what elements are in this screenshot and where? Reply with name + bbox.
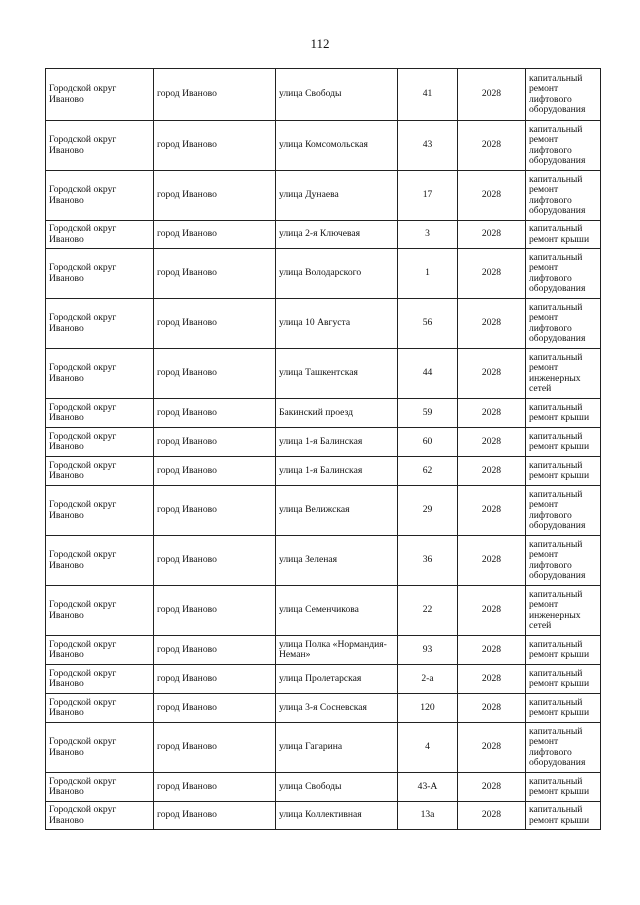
table-row bbox=[46, 249, 601, 299]
cell-city: город Иваново bbox=[154, 723, 276, 773]
cell-city: город Иваново bbox=[154, 249, 276, 299]
cell-work-type: капитальный ремонт крыши bbox=[526, 665, 601, 694]
cell-district: Городской округ Иваново bbox=[46, 665, 154, 694]
cell-house: 36 bbox=[398, 536, 458, 586]
table-row bbox=[46, 536, 601, 586]
cell-city: город Иваново bbox=[154, 349, 276, 399]
cell-district: Городской округ Иваново bbox=[46, 299, 154, 349]
cell-street: улица Ташкентская bbox=[276, 349, 398, 399]
cell-street: улица Свободы bbox=[276, 773, 398, 802]
cell-city: город Иваново bbox=[154, 221, 276, 249]
table-row bbox=[46, 428, 601, 457]
table-row bbox=[46, 486, 601, 536]
cell-house: 2-а bbox=[398, 665, 458, 694]
cell-year: 2028 bbox=[458, 349, 526, 399]
cell-street: улица 10 Августа bbox=[276, 299, 398, 349]
cell-street: улица Велижская bbox=[276, 486, 398, 536]
cell-work-type: капитальный ремонт крыши bbox=[526, 802, 601, 830]
table-row bbox=[46, 723, 601, 773]
cell-year: 2028 bbox=[458, 249, 526, 299]
cell-house: 93 bbox=[398, 636, 458, 665]
cell-street: улица Коллективная bbox=[276, 802, 398, 830]
cell-house: 56 bbox=[398, 299, 458, 349]
cell-street: улица Полка «Нормандия-Неман» bbox=[276, 636, 398, 665]
cell-house: 13а bbox=[398, 802, 458, 830]
table-row bbox=[46, 802, 601, 830]
cell-work-type: капитальный ремонт лифтового оборудования bbox=[526, 486, 601, 536]
cell-year: 2028 bbox=[458, 69, 526, 121]
cell-work-type: капитальный ремонт инженерных сетей bbox=[526, 349, 601, 399]
table-row bbox=[46, 69, 601, 121]
cell-city: город Иваново bbox=[154, 69, 276, 121]
cell-house: 4 bbox=[398, 723, 458, 773]
cell-city: город Иваново bbox=[154, 665, 276, 694]
cell-work-type: капитальный ремонт крыши bbox=[526, 428, 601, 457]
cell-street: улица Гагарина bbox=[276, 723, 398, 773]
cell-year: 2028 bbox=[458, 636, 526, 665]
cell-district: Городской округ Иваново bbox=[46, 586, 154, 636]
table-row bbox=[46, 694, 601, 723]
repair-schedule-table bbox=[45, 68, 601, 830]
cell-district: Городской округ Иваново bbox=[46, 636, 154, 665]
cell-street: улица Володарского bbox=[276, 249, 398, 299]
cell-district: Городской округ Иваново bbox=[46, 121, 154, 171]
cell-district: Городской округ Иваново bbox=[46, 457, 154, 486]
cell-district: Городской округ Иваново bbox=[46, 69, 154, 121]
table-row bbox=[46, 399, 601, 428]
cell-house: 62 bbox=[398, 457, 458, 486]
cell-house: 3 bbox=[398, 221, 458, 249]
cell-street: улица Свободы bbox=[276, 69, 398, 121]
cell-house: 120 bbox=[398, 694, 458, 723]
cell-year: 2028 bbox=[458, 486, 526, 536]
cell-district: Городской округ Иваново bbox=[46, 399, 154, 428]
page-number: 112 bbox=[310, 36, 330, 51]
cell-year: 2028 bbox=[458, 457, 526, 486]
cell-street: улица 1-я Балинская bbox=[276, 457, 398, 486]
cell-work-type: капитальный ремонт лифтового оборудования bbox=[526, 299, 601, 349]
cell-year: 2028 bbox=[458, 171, 526, 221]
cell-district: Городской округ Иваново bbox=[46, 694, 154, 723]
cell-house: 44 bbox=[398, 349, 458, 399]
cell-city: город Иваново bbox=[154, 586, 276, 636]
cell-work-type: капитальный ремонт инженерных сетей bbox=[526, 586, 601, 636]
cell-house: 43-А bbox=[398, 773, 458, 802]
cell-work-type: капитальный ремонт лифтового оборудования bbox=[526, 171, 601, 221]
cell-city: город Иваново bbox=[154, 802, 276, 830]
cell-work-type: капитальный ремонт крыши bbox=[526, 457, 601, 486]
cell-work-type: капитальный ремонт крыши bbox=[526, 399, 601, 428]
cell-city: город Иваново bbox=[154, 457, 276, 486]
cell-district: Городской округ Иваново bbox=[46, 536, 154, 586]
cell-year: 2028 bbox=[458, 586, 526, 636]
cell-street: улица 3-я Сосневская bbox=[276, 694, 398, 723]
cell-street: улица Семенчикова bbox=[276, 586, 398, 636]
cell-year: 2028 bbox=[458, 694, 526, 723]
cell-street: улица Зеленая bbox=[276, 536, 398, 586]
cell-district: Городской округ Иваново bbox=[46, 428, 154, 457]
table-row bbox=[46, 221, 601, 249]
cell-district: Городской округ Иваново bbox=[46, 773, 154, 802]
cell-city: город Иваново bbox=[154, 636, 276, 665]
cell-house: 29 bbox=[398, 486, 458, 536]
cell-work-type: капитальный ремонт лифтового оборудования bbox=[526, 69, 601, 121]
table-row bbox=[46, 121, 601, 171]
cell-street: улица Комсомольская bbox=[276, 121, 398, 171]
cell-city: город Иваново bbox=[154, 486, 276, 536]
cell-street: улица Пролетарская bbox=[276, 665, 398, 694]
table-row bbox=[46, 457, 601, 486]
cell-year: 2028 bbox=[458, 221, 526, 249]
cell-work-type: капитальный ремонт лифтового оборудования bbox=[526, 723, 601, 773]
cell-year: 2028 bbox=[458, 665, 526, 694]
cell-city: город Иваново bbox=[154, 171, 276, 221]
table-row bbox=[46, 665, 601, 694]
cell-street: улица Дунаева bbox=[276, 171, 398, 221]
cell-work-type: капитальный ремонт лифтового оборудования bbox=[526, 249, 601, 299]
cell-work-type: капитальный ремонт крыши bbox=[526, 694, 601, 723]
cell-district: Городской округ Иваново bbox=[46, 249, 154, 299]
table-row bbox=[46, 299, 601, 349]
cell-house: 43 bbox=[398, 121, 458, 171]
cell-district: Городской округ Иваново bbox=[46, 802, 154, 830]
cell-district: Городской округ Иваново bbox=[46, 171, 154, 221]
cell-city: город Иваново bbox=[154, 536, 276, 586]
cell-house: 60 bbox=[398, 428, 458, 457]
cell-year: 2028 bbox=[458, 723, 526, 773]
cell-year: 2028 bbox=[458, 428, 526, 457]
cell-year: 2028 bbox=[458, 399, 526, 428]
cell-city: город Иваново bbox=[154, 299, 276, 349]
table-row bbox=[46, 349, 601, 399]
cell-work-type: капитальный ремонт лифтового оборудования bbox=[526, 536, 601, 586]
table-row bbox=[46, 636, 601, 665]
cell-year: 2028 bbox=[458, 773, 526, 802]
cell-city: город Иваново bbox=[154, 399, 276, 428]
cell-house: 17 bbox=[398, 171, 458, 221]
cell-street: улица 2-я Ключевая bbox=[276, 221, 398, 249]
cell-year: 2028 bbox=[458, 121, 526, 171]
cell-city: город Иваново bbox=[154, 428, 276, 457]
cell-district: Городской округ Иваново bbox=[46, 486, 154, 536]
cell-house: 22 bbox=[398, 586, 458, 636]
table-body bbox=[46, 69, 601, 830]
cell-year: 2028 bbox=[458, 299, 526, 349]
cell-work-type: капитальный ремонт крыши bbox=[526, 636, 601, 665]
cell-work-type: капитальный ремонт крыши bbox=[526, 773, 601, 802]
cell-district: Городской округ Иваново bbox=[46, 349, 154, 399]
cell-year: 2028 bbox=[458, 536, 526, 586]
cell-street: улица 1-я Балинская bbox=[276, 428, 398, 457]
cell-city: город Иваново bbox=[154, 121, 276, 171]
cell-work-type: капитальный ремонт лифтового оборудования bbox=[526, 121, 601, 171]
table-row bbox=[46, 586, 601, 636]
cell-house: 1 bbox=[398, 249, 458, 299]
cell-city: город Иваново bbox=[154, 773, 276, 802]
cell-house: 41 bbox=[398, 69, 458, 121]
cell-street: Бакинский проезд bbox=[276, 399, 398, 428]
cell-district: Городской округ Иваново bbox=[46, 221, 154, 249]
cell-house: 59 bbox=[398, 399, 458, 428]
cell-city: город Иваново bbox=[154, 694, 276, 723]
cell-year: 2028 bbox=[458, 802, 526, 830]
table-row bbox=[46, 171, 601, 221]
table-row bbox=[46, 773, 601, 802]
cell-district: Городской округ Иваново bbox=[46, 723, 154, 773]
cell-work-type: капитальный ремонт крыши bbox=[526, 221, 601, 249]
